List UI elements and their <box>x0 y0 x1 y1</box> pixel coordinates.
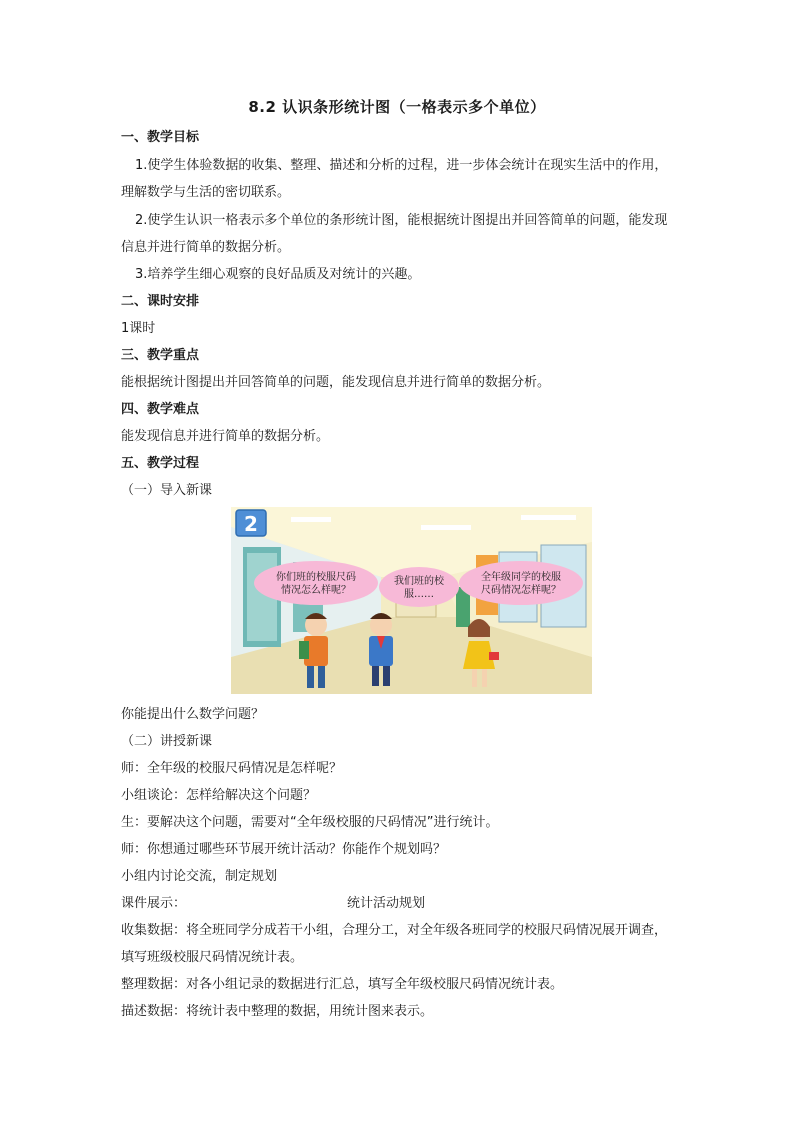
badge-number: 2 <box>244 512 258 536</box>
hallway-scene <box>231 507 592 694</box>
page-title: 8.2 认识条形统计图（一格表示多个单位） <box>248 98 546 116</box>
bubble-1-line-1: 你们班的校服尺码 <box>276 572 356 583</box>
teacher-line-1: 师：全年级的校服尺码情况是怎样呢？ <box>121 761 343 776</box>
heading-intro: （一）导入新课 <box>121 483 213 498</box>
heading-key-points: 三、教学重点 <box>121 348 200 363</box>
speech-bubble-1 <box>254 561 378 605</box>
difficult-points-text: 能发现信息并进行简单的数据分析。 <box>121 429 330 444</box>
group-plan: 小组内讨论交流，制定规划 <box>121 869 278 884</box>
heading-schedule: 二、课时安排 <box>121 294 200 309</box>
describe-data: 描述数据：将统计表中整理的数据，用统计图来表示。 <box>121 1004 434 1019</box>
speech-bubble-2 <box>379 567 459 607</box>
goal-3: 3.培养学生细心观察的良好品质及对统计的兴趣。 <box>135 267 421 282</box>
ceiling-light-3 <box>521 515 576 520</box>
heading-process: 五、教学过程 <box>121 456 200 471</box>
ceiling-light-2 <box>421 525 471 530</box>
ceiling-light-1 <box>291 517 331 522</box>
student-line: 生：要解决这个问题，需要对“全年级校服的尺码情况”进行统计。 <box>121 815 499 830</box>
collect-data-line-1: 收集数据：将全班同学分成若干小组，合理分工，对全年级各班同学的校服尺码情况展开调查， <box>121 923 668 938</box>
bubble-3-line-2: 尺码情况怎样呢？ <box>481 585 561 596</box>
question-prompt: 你能提出什么数学问题？ <box>121 707 265 722</box>
courseware-title: 统计活动规划 <box>347 896 426 911</box>
teacher-line-2: 师：你想通过哪些环节展开统计活动？你能作个规划吗？ <box>121 842 447 857</box>
goal-1-line-1: 1.使学生体验数据的收集、整理、描述和分析的过程，进一步体会统计在现实生活中的作用， <box>135 158 668 173</box>
bubble-3-line-1: 全年级同学的校服 <box>481 572 561 583</box>
organize-data: 整理数据：对各小组记录的数据进行汇总，填写全年级校服尺码情况统计表。 <box>121 977 564 992</box>
bubble-2-line-1: 我们班的校 <box>394 576 444 587</box>
speech-bubble-3 <box>459 561 583 605</box>
heading-goals: 一、教学目标 <box>121 130 200 145</box>
courseware-label: 课件展示： <box>121 896 187 911</box>
classroom-hallway-illustration <box>231 507 592 694</box>
schedule-text: 1课时 <box>121 321 156 336</box>
collect-data-line-2: 填写班级校服尺码情况统计表。 <box>121 950 304 965</box>
key-points-text: 能根据统计图提出并回答简单的问题，能发现信息并进行简单的数据分析。 <box>121 375 551 390</box>
goal-2-line-2: 信息并进行简单的数据分析。 <box>121 240 291 255</box>
heading-difficult-points: 四、教学难点 <box>121 402 200 417</box>
goal-1-line-2: 理解数学与生活的密切联系。 <box>121 185 291 200</box>
goal-2-line-1: 2.使学生认识一格表示多个单位的条形统计图，能根据统计图提出并回答简单的问题，能发现 <box>135 213 668 228</box>
heading-new-lesson: （二）讲授新课 <box>121 734 213 749</box>
bubble-1-line-2: 情况怎么样呢？ <box>281 585 351 596</box>
group-discussion: 小组谈论：怎样给解决这个问题？ <box>121 788 317 803</box>
bubble-2-line-2: 服…… <box>404 589 434 600</box>
